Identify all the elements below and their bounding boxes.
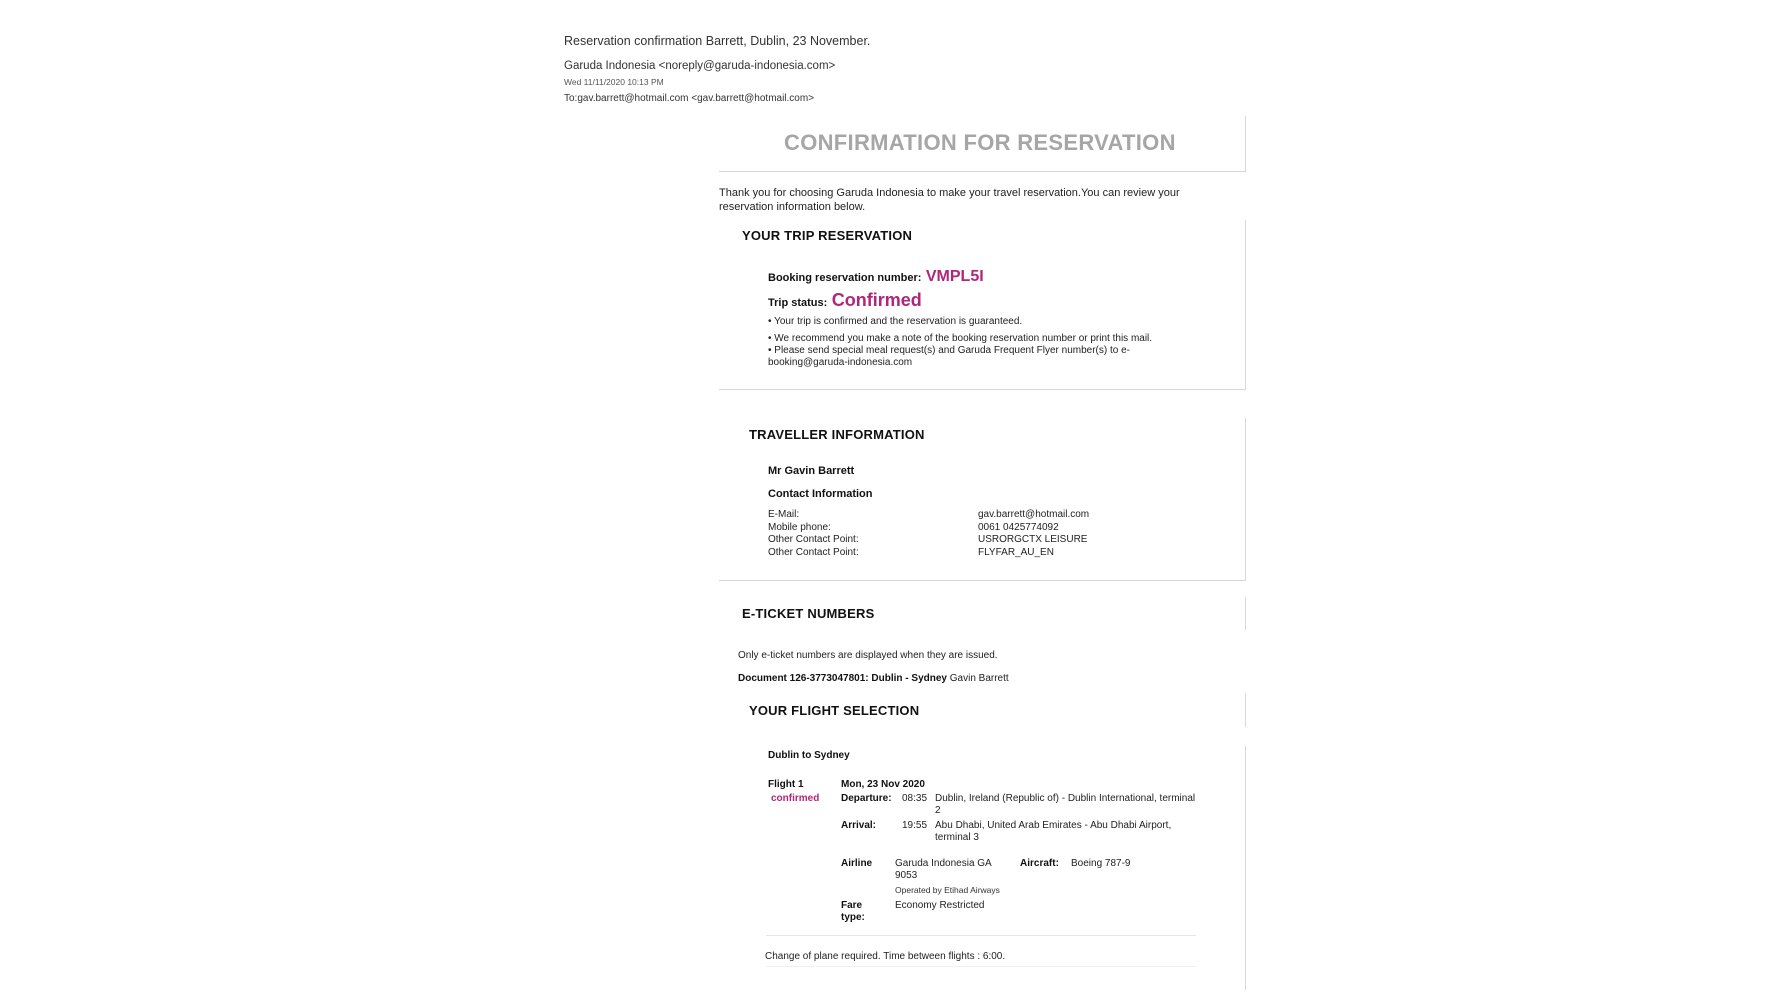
contact-label: Mobile phone: xyxy=(768,522,831,533)
section-title-eticket: E-TICKET NUMBERS xyxy=(742,606,875,621)
divider xyxy=(719,171,1246,172)
fare-type-label: Fare type: xyxy=(841,900,865,923)
divider xyxy=(766,966,1196,967)
section-title-trip: YOUR TRIP RESERVATION xyxy=(742,228,913,243)
contact-value: 0061 0425774092 xyxy=(978,522,1059,533)
trip-note: • Please send special meal request(s) and Garuda Frequent Flyer number(s) to e-booking@garuda-indonesia.com xyxy=(768,345,1131,368)
trip-note: • Your trip is confirmed and the reservation is guaranteed. xyxy=(768,316,1023,327)
divider xyxy=(1245,418,1246,581)
intro-text: Thank you for choosing Garuda Indonesia to make your travel reservation.You can review your reservation information below. xyxy=(719,187,1180,213)
contact-label: Other Contact Point: xyxy=(768,534,859,545)
arrival-place: Abu Dhabi, United Arab Emirates - Abu Dhabi Airport, terminal 3 xyxy=(935,820,1172,843)
trip-status-label: Trip status: xyxy=(768,297,828,309)
divider xyxy=(1245,746,1246,990)
traveller-name: Mr Gavin Barrett xyxy=(768,465,855,477)
booking-number-label: Booking reservation number: xyxy=(768,272,922,284)
airline-label: Airline xyxy=(841,858,873,869)
email-subject: Reservation confirmation Barrett, Dublin, 23 November. xyxy=(564,34,871,48)
contact-value: USRORGCTX LEISURE xyxy=(978,534,1088,545)
fare-type-value: Economy Restricted xyxy=(895,900,985,911)
divider xyxy=(1245,597,1246,630)
trip-status-value: Confirmed xyxy=(831,290,922,310)
booking-number-row xyxy=(768,268,984,286)
divider xyxy=(1245,693,1246,727)
divider xyxy=(1245,220,1246,390)
page-title: CONFIRMATION FOR RESERVATION xyxy=(784,130,1176,155)
section-title-traveller: TRAVELLER INFORMATION xyxy=(749,427,925,442)
divider xyxy=(719,580,1246,581)
email-date: Wed 11/11/2020 10:13 PM xyxy=(564,77,664,87)
contact-value[interactable]: gav.barrett@hotmail.com xyxy=(978,509,1090,520)
flight-route: Dublin to Sydney xyxy=(768,750,850,761)
booking-number-value: VMPL5I xyxy=(925,268,984,285)
trip-status-row xyxy=(768,290,922,311)
contact-value: FLYFAR_AU_EN xyxy=(978,547,1054,558)
divider xyxy=(766,935,1196,936)
change-of-plane-note: Change of plane required. Time between flights : 6:00. xyxy=(765,951,1006,962)
eticket-document xyxy=(738,673,1009,684)
eticket-document-number: Document 126-3773047801: Dublin - Sydney xyxy=(738,673,947,684)
flight-number-label: Flight 1 xyxy=(768,779,804,790)
eticket-document-name: Gavin Barrett xyxy=(949,673,1009,684)
contact-info-title: Contact Information xyxy=(768,488,873,500)
departure-label: Departure: xyxy=(841,793,892,804)
eticket-note: Only e-ticket numbers are displayed when they are issued. xyxy=(738,650,998,661)
section-title-flight: YOUR FLIGHT SELECTION xyxy=(749,703,920,718)
flight-status: confirmed xyxy=(771,793,820,804)
divider xyxy=(719,389,1246,390)
email-recipient[interactable]: To:gav.barrett@hotmail.com <gav.barrett@hotmail.com> xyxy=(564,93,815,104)
aircraft-label: Aircraft: xyxy=(1020,858,1059,869)
airline-value: Garuda Indonesia GA 9053 xyxy=(895,858,992,881)
departure-place: Dublin, Ireland (Republic of) - Dublin International, terminal 2 xyxy=(935,793,1196,816)
contact-label: Other Contact Point: xyxy=(768,547,859,558)
divider xyxy=(1245,116,1246,172)
trip-note: • We recommend you make a note of the booking reservation number or print this mail. xyxy=(768,333,1153,344)
arrival-time: 19:55 xyxy=(902,820,928,831)
email-sender[interactable]: Garuda Indonesia <noreply@garuda-indonesia.com> xyxy=(564,60,836,72)
arrival-label: Arrival: xyxy=(841,820,877,831)
contact-label: E-Mail: xyxy=(768,509,800,520)
operated-by: Operated by Etihad Airways xyxy=(895,885,1000,895)
aircraft-value: Boeing 787-9 xyxy=(1071,858,1131,869)
departure-time: 08:35 xyxy=(902,793,928,804)
flight-date: Mon, 23 Nov 2020 xyxy=(841,779,925,790)
